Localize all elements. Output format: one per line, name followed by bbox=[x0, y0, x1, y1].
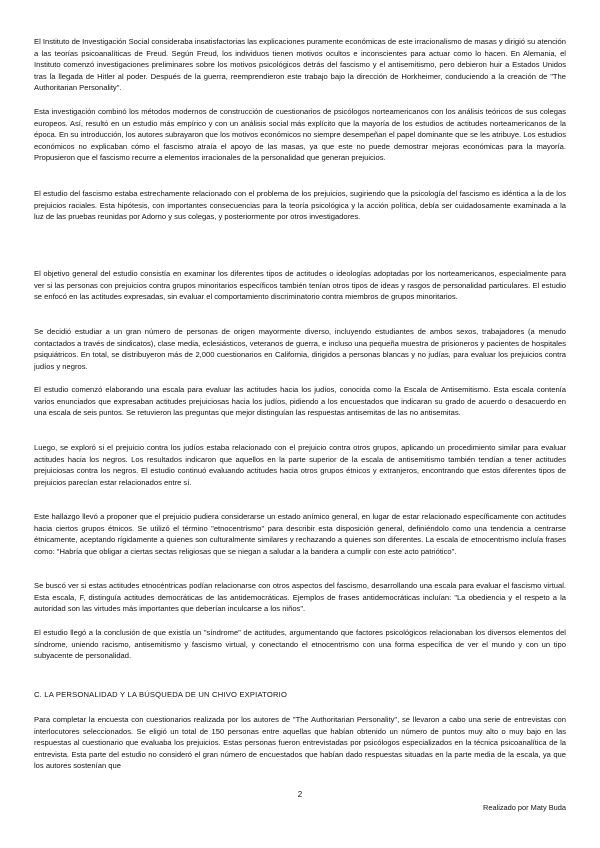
paragraph-5: Se decidió estudiar a un gran número de personas de origen mayormente diverso, incluyendo estudiantes de ambos sexos, trabajadores (a menudo contactados a través de sindicatos), clase media, eclesiásticos, veteranos de guerra, e incluso una pequeña muestra de prisioneros y pacientes de hospitales psiquiátricos. En total, se distribuyeron más de 2,000 cuestionarios en California, dirigidos a personas blancas y no judías, para evaluar los prejuicios contra judíos y negros. bbox=[34, 327, 566, 371]
paragraph-3: El estudio del fascismo estaba estrechamente relacionado con el problema de los prejuicios, sugiriendo que la psicología del fascismo es idéntica a la de los prejuicios raciales. Esta hipótesis, con importantes consecuencias para la teoría psicológica y la acción política, debía ser cuidadosamente examinada a la luz de las pruebas reunidas por Adorno y sus colegas, y posteriormente por otros investigadores. bbox=[34, 189, 566, 221]
paragraph-1: El Instituto de Investigación Social consideraba insatisfactorias las explicaciones puramente económicas de este irracionalismo de masas y dirigió su atención a las teorías psicoanalíticas de Freud. Según Freud, los individuos tienen motivos ocultos e inconscientes para actuar como lo hacen. En Alemania, el Instituto comenzó investigaciones preliminares sobre los motivos psicológicos detrás del fascismo y el antisemitismo, pero debieron huir a Estados Unidos tras la llegada de Hitler al poder. Después de la guerra, reemprendieron este trabajo bajo la dirección de Horkheimer, conduciendo a la creación de "The Authoritarian Personality". bbox=[34, 37, 566, 92]
paragraph-6: El estudio comenzó elaborando una escala para evaluar las actitudes hacia los judíos, conocida como la Escala de Antisemitismo. Esta escala contenía varios enunciados que expresaban actitudes prejuiciosas hacia los judíos, pidiendo a los encuestados que indicaran su grado de acuerdo o desacuerdo en una escala de seis puntos. Se retuvieron las preguntas que mejor distinguían las respuestas antisemitas de las no antisemitas. bbox=[34, 385, 566, 417]
paragraph-2: Esta investigación combinó los métodos modernos de construcción de cuestionarios de psicólogos norteamericanos con los análisis teóricos de sus colegas europeos. Así, resultó en un estudio más empírico y con un análisis social más explícito que la mayoría de los estudios de actitudes norteamericanos de la época. En su introducción, los autores subrayaron que los motivos económicos no siempre desempeñan el papel dominante que se les atribuye. Los estudios económicos no explicaban cómo el fascismo atraía el apoyo de las masas, ya que este no puede demostrar mejoras económicas para la mayoría. Propusieron que el fascismo recurre a elementos irracionales de la personalidad que generan prejuicios. bbox=[34, 107, 566, 162]
paragraph-7: Luego, se exploró si el prejuicio contra los judíos estaba relacionado con el prejuicio contra otros grupos, aplicando un procedimiento similar para evaluar actitudes hacia los negros. Los resultados indicaron que aquellos en la parte superior de la escala de antisemitismo también tendían a tener actitudes prejuiciosas contra los negros. El estudio continuó evaluando actitudes hacia otros grupos étnicos y extranjeros, encontrando que estos diferentes tipos de prejuicios parecían estar relacionados entre sí. bbox=[34, 443, 566, 487]
paragraph-8: Este hallazgo llevó a proponer que el prejuicio pudiera considerarse un estado anímico general, en lugar de estar relacionado específicamente con actitudes hacia ciertos grupos étnicos. Se utilizó el término "etnocentrismo" para describir esta disposición general, definiéndolo como una tendencia a centrarse étnicamente, aceptando rígidamente a quienes son culturalmente similares y rechazando a quienes son diferentes. La escala de etnocentrismo incluía frases como: "Habría que obligar a ciertas sectas religiosas que se niegan a saludar a la bandera a cumplir con este acto patriótico". bbox=[34, 512, 566, 556]
paragraph-10: El estudio llegó a la conclusión de que existía un "síndrome" de actitudes, argumentando que factores psicológicos relacionaban los diversos elementos del síndrome, uniendo racismo, antisemitismo y fascismo virtual, y conectando el etnocentrismo con una forma específica de ver el mundo y con un tipo subyacente de personalidad. bbox=[34, 628, 566, 660]
paragraph-4: El objetivo general del estudio consistía en examinar los diferentes tipos de actitudes o ideologías adoptadas por los norteamericanos, especialmente para ver si las personas con prejuicios contra grupos minoritarios específicos también tenían otros tipos de ideas y rasgos de personalidad particulares. El estudio se enfocó en las actitudes expresadas, sin evaluar el comportamiento discriminatorio contra miembros de grupos minoritarios. bbox=[34, 269, 566, 301]
paragraph-9: Se buscó ver si estas actitudes etnocéntricas podían relacionarse con otros aspectos del fascismo, desarrollando una escala para evaluar el fascismo virtual. Esta escala, F, distinguía actitudes democráticas de las antidemocráticas. Ejemplos de frases antidemocráticas incluían: "La obediencia y el respeto a la autoridad son las virtudes más importantes que deberían inculcarse a los niños". bbox=[34, 581, 566, 613]
footer-credit: Realizado por Maty Buda bbox=[483, 803, 566, 812]
section-heading: C. LA PERSONALIDAD Y LA BÚSQUEDA DE UN CHIVO EXPIATORIO bbox=[34, 690, 288, 699]
page-number: 2 bbox=[297, 790, 303, 799]
paragraph-11: Para completar la encuesta con cuestionarios realizada por los autores de "The Authoritarian Personality", se llevaron a cabo una serie de entrevistas con interlocutores seleccionados. Se eligió un total de 150 personas entre aquellas que habían obtenido un número de puntos muy alto o muy bajo en las respuestas al cuestionario que evaluaba los prejuicios. Estas personas fueron entrevistadas por psicólogos especializados en la técnica psicoanalítica de la entrevista. Esta parte del estudio no consideró el gran número de encuestados que habían dado respuestas situadas en la parte media de la escala, ya que los autores sostenían que bbox=[34, 715, 566, 770]
